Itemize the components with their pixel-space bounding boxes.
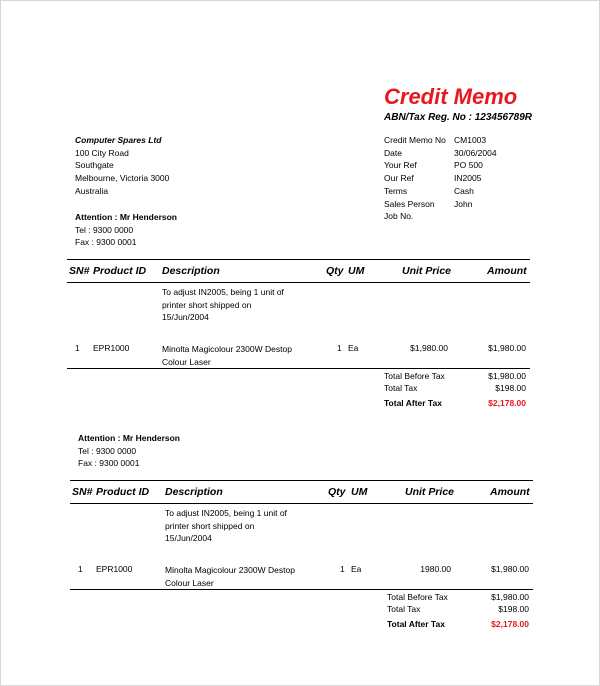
detail-value: John bbox=[454, 198, 473, 209]
detail-label: Job No. bbox=[384, 211, 414, 222]
item-unit-price: 1980.00 bbox=[420, 564, 451, 574]
col-header-description: Description bbox=[162, 265, 220, 277]
total-tax: $198.00 bbox=[498, 604, 529, 614]
table-header-rule bbox=[67, 282, 530, 283]
item-sn: 1 bbox=[78, 564, 83, 574]
detail-value: Cash bbox=[454, 185, 474, 196]
total-tax-label: Total Tax bbox=[384, 383, 418, 393]
total-after-tax: $2,178.00 bbox=[491, 619, 529, 629]
item-description: Minolta Magicolour 2300W Destop Colour Laser bbox=[162, 344, 292, 367]
item-product-id: EPR1000 bbox=[96, 564, 133, 574]
attention-line: Attention : Mr Henderson bbox=[75, 212, 177, 222]
detail-label: Your Ref bbox=[384, 160, 417, 171]
details-values bbox=[454, 134, 497, 210]
item-um: Ea bbox=[351, 564, 362, 574]
col-header-unit-price: Unit Price bbox=[402, 265, 452, 277]
detail-label: Terms bbox=[384, 185, 408, 196]
table2-header-rule bbox=[70, 503, 533, 504]
col-header-sn: SN# bbox=[72, 486, 93, 498]
fax-line: Fax : 9300 0001 bbox=[75, 237, 137, 248]
total-before-tax-label: Total Before Tax bbox=[384, 371, 445, 381]
fax-line: Fax : 9300 0001 bbox=[78, 458, 140, 469]
table2-top-rule bbox=[70, 480, 533, 481]
contact-block-top bbox=[75, 211, 177, 249]
col-header-qty: Qty bbox=[328, 486, 346, 498]
detail-value: PO 500 bbox=[454, 160, 483, 171]
total-tax: $198.00 bbox=[495, 383, 526, 393]
item-sn: 1 bbox=[75, 343, 80, 353]
col-header-um: UM bbox=[348, 265, 365, 277]
address-line: Southgate bbox=[75, 160, 114, 171]
total-before-tax: $1,980.00 bbox=[491, 592, 529, 602]
item-amount: $1,980.00 bbox=[491, 564, 529, 574]
item-product-id: EPR1000 bbox=[93, 343, 130, 353]
adjust-note: To adjust IN2005, being 1 unit of printer short shipped on 15/Jun/2004 bbox=[165, 508, 287, 544]
item-unit-price: $1,980.00 bbox=[410, 343, 448, 353]
detail-label: Credit Memo No bbox=[384, 135, 446, 145]
detail-label: Our Ref bbox=[384, 173, 414, 184]
col-header-product: Product ID bbox=[96, 486, 150, 498]
total-after-tax-label: Total After Tax bbox=[384, 398, 442, 408]
col-header-product: Product ID bbox=[93, 265, 147, 277]
col-header-description: Description bbox=[165, 486, 223, 498]
col-header-unit-price: Unit Price bbox=[405, 486, 455, 498]
total-before-tax: $1,980.00 bbox=[488, 371, 526, 381]
page-title: Credit Memo bbox=[384, 84, 518, 109]
detail-value: CM1003 bbox=[454, 135, 487, 145]
col-header-sn: SN# bbox=[69, 265, 90, 277]
address-line: 100 City Road bbox=[75, 147, 129, 158]
detail-label: Sales Person bbox=[384, 198, 435, 209]
total-after-tax-label: Total After Tax bbox=[387, 619, 445, 629]
total-tax-label: Total Tax bbox=[387, 604, 421, 614]
tel-line: Tel : 9300 0000 bbox=[78, 445, 137, 456]
item-qty: 1 bbox=[337, 343, 342, 353]
total-after-tax: $2,178.00 bbox=[488, 398, 526, 408]
company-name: Computer Spares Ltd bbox=[75, 135, 162, 145]
address-line: Australia bbox=[75, 185, 109, 196]
item-description: Minolta Magicolour 2300W Destop Colour Laser bbox=[165, 565, 295, 588]
col-header-um: UM bbox=[351, 486, 368, 498]
item-um: Ea bbox=[348, 343, 359, 353]
contact-block-bottom bbox=[78, 432, 180, 470]
table-bottom-rule bbox=[67, 368, 530, 369]
adjust-note: To adjust IN2005, being 1 unit of printer short shipped on 15/Jun/2004 bbox=[162, 287, 284, 323]
col-header-amount: Amount bbox=[490, 486, 530, 498]
item-amount: $1,980.00 bbox=[488, 343, 526, 353]
company-block bbox=[75, 134, 169, 198]
item-qty: 1 bbox=[340, 564, 345, 574]
detail-value: 30/06/2004 bbox=[454, 147, 497, 158]
attention-line: Attention : Mr Henderson bbox=[78, 433, 180, 443]
table-top-rule bbox=[67, 259, 530, 260]
table2-bottom-rule bbox=[70, 589, 533, 590]
address-line: Melbourne, Victoria 3000 bbox=[75, 173, 170, 184]
details-labels bbox=[384, 134, 446, 223]
abn-number: ABN/Tax Reg. No : 123456789R bbox=[384, 112, 533, 123]
detail-value: IN2005 bbox=[454, 173, 482, 184]
total-before-tax-label: Total Before Tax bbox=[387, 592, 448, 602]
col-header-qty: Qty bbox=[326, 265, 344, 277]
col-header-amount: Amount bbox=[487, 265, 527, 277]
detail-label: Date bbox=[384, 147, 402, 158]
tel-line: Tel : 9300 0000 bbox=[75, 224, 134, 235]
